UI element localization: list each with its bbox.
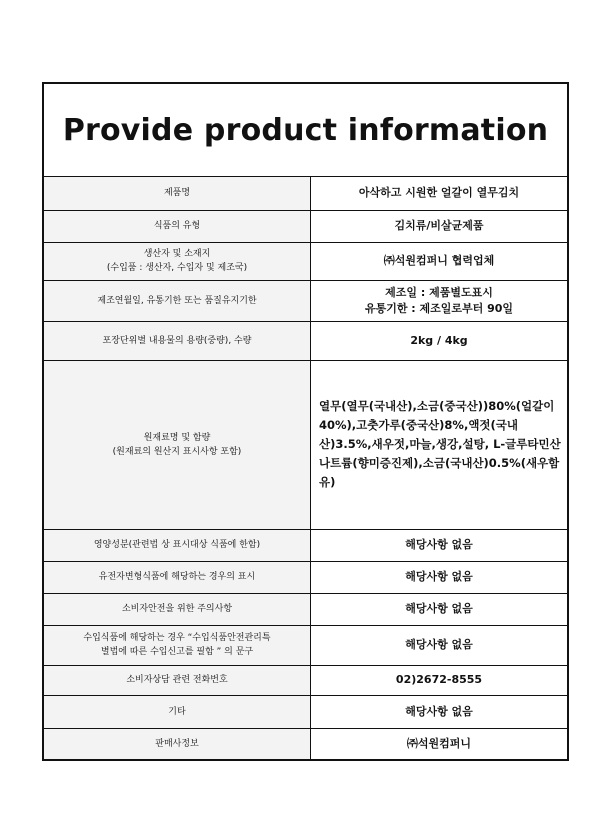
row-label: 기타: [44, 695, 311, 728]
row-value: 해당사항 없음: [311, 529, 568, 561]
table-row: [44, 321, 567, 360]
table-row: [44, 280, 567, 321]
row-label: 영양성분(관련법 상 표시대상 식품에 한함): [44, 529, 311, 561]
table-row: [44, 625, 567, 665]
row-label: 소비자안전을 위한 주의사항: [44, 593, 311, 625]
row-value: 2kg / 4kg: [311, 321, 568, 360]
row-value: ㈜석원컴퍼니: [311, 728, 568, 759]
table-row: [44, 665, 567, 695]
product-info-sheet: [42, 82, 569, 761]
row-label: 소비자상담 관련 전화번호: [44, 665, 311, 695]
page-title: Provide product information: [44, 84, 567, 177]
row-value: 김치류/비살균제품: [311, 210, 568, 242]
row-label: 원재료명 및 함량 (원재료의 원산지 표시사항 포함): [44, 360, 311, 529]
table-row: [44, 177, 567, 210]
row-label: 포장단위별 내용물의 용량(중량), 수량: [44, 321, 311, 360]
row-value: 제조일 : 제품별도표시 유통기한 : 제조일로부터 90일: [311, 280, 568, 321]
row-value: 해당사항 없음: [311, 695, 568, 728]
table-row: [44, 728, 567, 759]
table-row: [44, 593, 567, 625]
row-label: 제품명: [44, 177, 311, 210]
row-value: 아삭하고 시원한 얼갈이 열무김치: [358, 186, 520, 200]
row-label: 생산자 및 소재지 (수입품 : 생산자, 수입자 및 제조국): [44, 242, 311, 280]
table-row: [44, 360, 567, 529]
row-label: 수입식품에 해당하는 경우 “수입식품안전관리특 별법에 따른 수입신고를 필함 ” 의 문구: [44, 625, 311, 665]
table-row: [44, 695, 567, 728]
row-label: 식품의 유형: [44, 210, 311, 242]
row-value: 열무(열무(국내산),소금(중국산))80%(얼갈이40%),고춧가루(중국산)8%,액젓(국내산)3.5%,새우젓,마늘,생강,설탕, L-글루타민산나트륨(향미증진제),소금(국내산)0.5%(새우함유): [311, 360, 568, 529]
row-value: 해당사항 없음: [311, 625, 568, 665]
table-row: [44, 561, 567, 593]
row-label: 유전자변형식품에 해당하는 경우의 표시: [44, 561, 311, 593]
row-value: ㈜석원컴퍼니 협력업체: [311, 242, 568, 280]
row-label: 판매사정보: [44, 728, 311, 759]
table-row: [44, 210, 567, 242]
row-label: 제조연월일, 유통기한 또는 품질유지기한: [44, 280, 311, 321]
row-value: 해당사항 없음: [311, 593, 568, 625]
row-value: 해당사항 없음: [311, 561, 568, 593]
product-info-table: [44, 177, 567, 759]
table-row: [44, 242, 567, 280]
table-row: [44, 529, 567, 561]
row-value: 02)2672-8555: [311, 665, 568, 695]
